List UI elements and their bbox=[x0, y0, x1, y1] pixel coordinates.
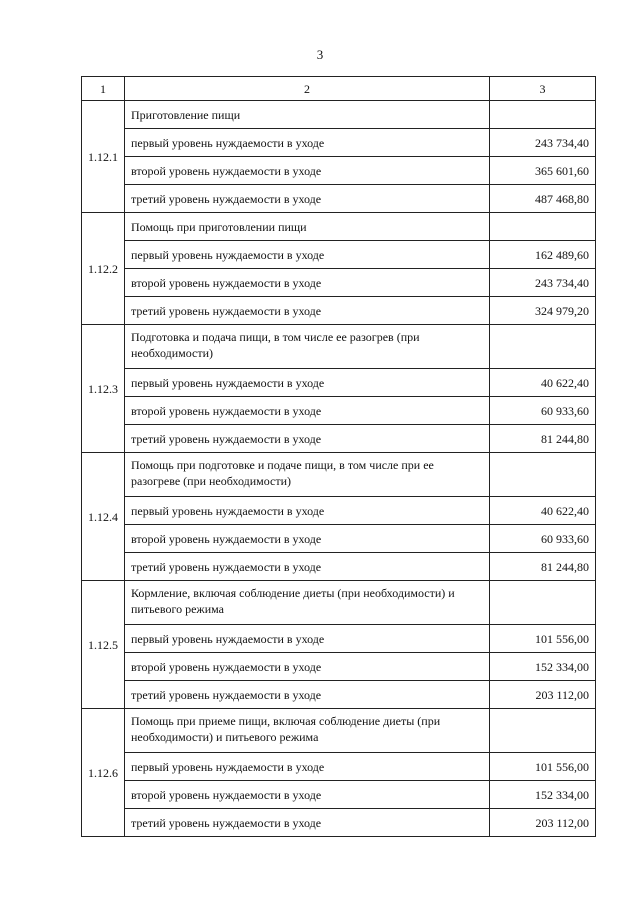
section-title: Помощь при приготовлении пищи bbox=[125, 213, 490, 241]
care-level-label: второй уровень нуждаемости в уходе bbox=[125, 269, 490, 297]
table-row bbox=[82, 781, 596, 809]
care-level-label: первый уровень нуждаемости в уходе bbox=[125, 625, 490, 653]
section-title-row bbox=[82, 101, 596, 129]
header-row bbox=[82, 77, 596, 101]
section-code: 1.12.3 bbox=[82, 325, 125, 453]
care-level-label: первый уровень нуждаемости в уходе bbox=[125, 753, 490, 781]
section-title-row bbox=[82, 325, 596, 369]
care-level-label: третий уровень нуждаемости в уходе bbox=[125, 809, 490, 837]
section-title-row bbox=[82, 581, 596, 625]
column-header-2: 2 bbox=[125, 77, 490, 101]
care-level-label: второй уровень нуждаемости в уходе bbox=[125, 781, 490, 809]
table-row bbox=[82, 753, 596, 781]
table-row bbox=[82, 297, 596, 325]
section-title: Приготовление пищи bbox=[125, 101, 490, 129]
section-title-value-cell bbox=[490, 453, 596, 497]
care-level-label: первый уровень нуждаемости в уходе bbox=[125, 369, 490, 397]
table-row bbox=[82, 553, 596, 581]
section-title-value-cell bbox=[490, 325, 596, 369]
table-row bbox=[82, 425, 596, 453]
table-row bbox=[82, 397, 596, 425]
cost-value: 101 556,00 bbox=[490, 625, 596, 653]
tariff-table bbox=[81, 76, 596, 837]
section-title: Помощь при приеме пищи, включая соблюдение диеты (при необходимости) и питьевого режима bbox=[125, 709, 490, 753]
cost-value: 324 979,20 bbox=[490, 297, 596, 325]
table-row bbox=[82, 525, 596, 553]
care-level-label: второй уровень нуждаемости в уходе bbox=[125, 157, 490, 185]
table-row bbox=[82, 809, 596, 837]
care-level-label: третий уровень нуждаемости в уходе bbox=[125, 185, 490, 213]
care-level-label: первый уровень нуждаемости в уходе bbox=[125, 129, 490, 157]
cost-value: 81 244,80 bbox=[490, 553, 596, 581]
section-title-value-cell bbox=[490, 709, 596, 753]
section-code: 1.12.1 bbox=[82, 101, 125, 213]
cost-value: 162 489,60 bbox=[490, 241, 596, 269]
cost-value: 152 334,00 bbox=[490, 781, 596, 809]
section-title: Подготовка и подача пищи, в том числе ее разогрев (при необходимости) bbox=[125, 325, 490, 369]
care-level-label: третий уровень нуждаемости в уходе bbox=[125, 297, 490, 325]
tariff-table-body bbox=[82, 77, 596, 837]
cost-value: 81 244,80 bbox=[490, 425, 596, 453]
section-code: 1.12.5 bbox=[82, 581, 125, 709]
care-level-label: третий уровень нуждаемости в уходе bbox=[125, 425, 490, 453]
cost-value: 243 734,40 bbox=[490, 129, 596, 157]
column-header-3: 3 bbox=[490, 77, 596, 101]
column-header-1: 1 bbox=[82, 77, 125, 101]
table-row bbox=[82, 681, 596, 709]
table-row bbox=[82, 269, 596, 297]
cost-value: 152 334,00 bbox=[490, 653, 596, 681]
section-title-value-cell bbox=[490, 213, 596, 241]
cost-value: 243 734,40 bbox=[490, 269, 596, 297]
section-title-value-cell bbox=[490, 581, 596, 625]
table-row bbox=[82, 653, 596, 681]
section-code: 1.12.4 bbox=[82, 453, 125, 581]
cost-value: 60 933,60 bbox=[490, 525, 596, 553]
section-title: Кормление, включая соблюдение диеты (при необходимости) и питьевого режима bbox=[125, 581, 490, 625]
section-title-row bbox=[82, 453, 596, 497]
section-code: 1.12.2 bbox=[82, 213, 125, 325]
cost-value: 40 622,40 bbox=[490, 369, 596, 397]
section-title-row bbox=[82, 709, 596, 753]
table-row bbox=[82, 369, 596, 397]
table-row bbox=[82, 497, 596, 525]
care-level-label: второй уровень нуждаемости в уходе bbox=[125, 525, 490, 553]
page-number: 3 bbox=[316, 47, 324, 62]
section-title-row bbox=[82, 213, 596, 241]
table-row bbox=[82, 185, 596, 213]
table-row bbox=[82, 157, 596, 185]
table-row bbox=[82, 625, 596, 653]
care-level-label: первый уровень нуждаемости в уходе bbox=[125, 241, 490, 269]
care-level-label: второй уровень нуждаемости в уходе bbox=[125, 653, 490, 681]
cost-value: 101 556,00 bbox=[490, 753, 596, 781]
cost-value: 203 112,00 bbox=[490, 809, 596, 837]
care-level-label: третий уровень нуждаемости в уходе bbox=[125, 553, 490, 581]
section-title: Помощь при подготовке и подаче пищи, в том числе при ее разогреве (при необходимости) bbox=[125, 453, 490, 497]
section-code: 1.12.6 bbox=[82, 709, 125, 837]
table-row bbox=[82, 241, 596, 269]
table-row bbox=[82, 129, 596, 157]
care-level-label: второй уровень нуждаемости в уходе bbox=[125, 397, 490, 425]
cost-value: 40 622,40 bbox=[490, 497, 596, 525]
cost-value: 487 468,80 bbox=[490, 185, 596, 213]
care-level-label: третий уровень нуждаемости в уходе bbox=[125, 681, 490, 709]
cost-value: 60 933,60 bbox=[490, 397, 596, 425]
section-title-value-cell bbox=[490, 101, 596, 129]
cost-value: 365 601,60 bbox=[490, 157, 596, 185]
care-level-label: первый уровень нуждаемости в уходе bbox=[125, 497, 490, 525]
cost-value: 203 112,00 bbox=[490, 681, 596, 709]
